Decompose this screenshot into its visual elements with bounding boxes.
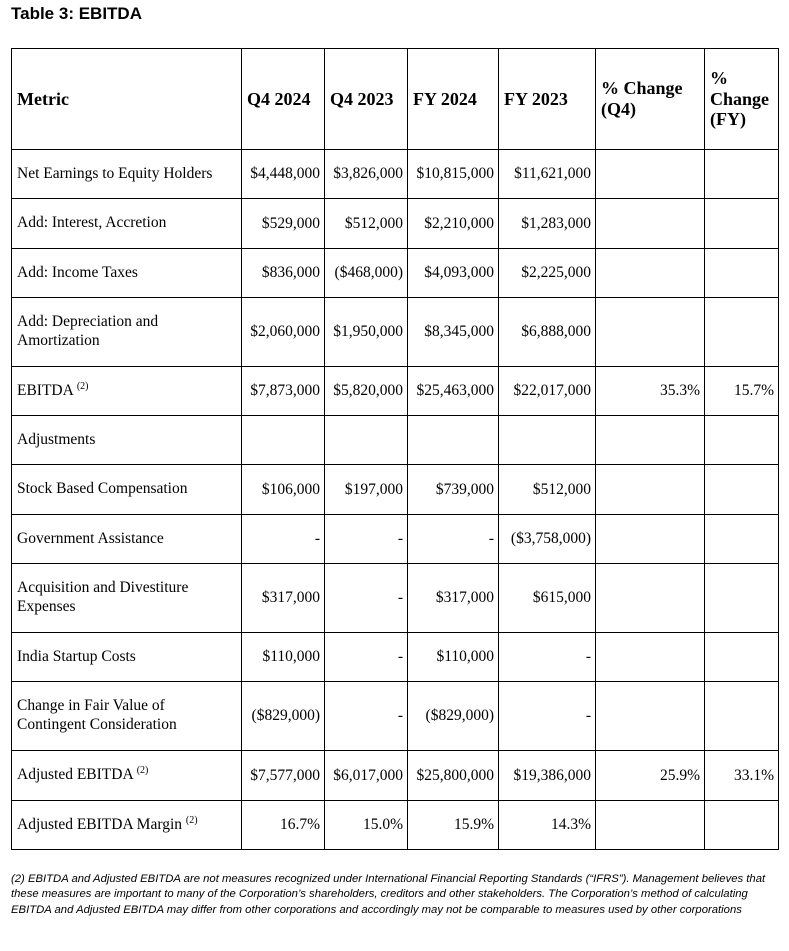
- value-cell: [705, 515, 779, 564]
- value-cell: [705, 150, 779, 199]
- value-cell: ($3,758,000): [499, 515, 596, 564]
- table-row: [12, 367, 779, 416]
- value-cell: [705, 199, 779, 249]
- table-row: [12, 515, 779, 564]
- metric-label: Adjusted EBITDA: [17, 766, 133, 784]
- metric-label: Add: Interest, Accretion: [17, 214, 167, 232]
- header-change-q4: % Change (Q4): [596, 49, 705, 150]
- value-cell: ($829,000): [242, 682, 325, 751]
- value-cell: ($829,000): [408, 682, 499, 751]
- value-cell: 35.3%: [596, 367, 705, 416]
- value-cell: $19,386,000: [499, 751, 596, 801]
- value-cell: 14.3%: [499, 801, 596, 850]
- value-cell: [499, 416, 596, 465]
- value-cell: -: [499, 682, 596, 751]
- table-title: Table 3: EBITDA: [11, 4, 142, 23]
- metric-label: Stock Based Compensation: [17, 480, 188, 498]
- value-cell: [596, 249, 705, 298]
- value-cell: $2,225,000: [499, 249, 596, 298]
- header-fy-2024: FY 2024: [408, 49, 499, 150]
- value-cell: $25,463,000: [408, 367, 499, 416]
- value-cell: [242, 416, 325, 465]
- value-cell: -: [325, 564, 408, 633]
- table-body: [12, 150, 779, 850]
- footnote-marker: (2): [185, 814, 198, 826]
- value-cell: [596, 465, 705, 515]
- value-cell: $25,800,000: [408, 751, 499, 801]
- value-cell: 15.0%: [325, 801, 408, 850]
- header-change-fy: % Change (FY): [705, 49, 779, 150]
- metric-cell: [12, 801, 242, 850]
- metric-label: Adjustments: [17, 430, 96, 448]
- value-cell: -: [242, 515, 325, 564]
- value-cell: [705, 801, 779, 850]
- value-cell: $11,621,000: [499, 150, 596, 199]
- metric-cell: [12, 515, 242, 564]
- value-cell: [705, 564, 779, 633]
- table-row: [12, 801, 779, 850]
- metric-label: Change in Fair Value of Contingent Consideration: [17, 697, 177, 733]
- value-cell: [596, 633, 705, 682]
- value-cell: [596, 515, 705, 564]
- value-cell: [596, 298, 705, 367]
- metric-cell: [12, 633, 242, 682]
- header-metric: Metric: [12, 49, 242, 150]
- value-cell: [705, 298, 779, 367]
- value-cell: $6,888,000: [499, 298, 596, 367]
- value-cell: [596, 150, 705, 199]
- value-cell: $739,000: [408, 465, 499, 515]
- value-cell: -: [408, 515, 499, 564]
- metric-cell: [12, 751, 242, 801]
- value-cell: [408, 416, 499, 465]
- value-cell: 16.7%: [242, 801, 325, 850]
- value-cell: $110,000: [408, 633, 499, 682]
- value-cell: [596, 564, 705, 633]
- value-cell: [596, 682, 705, 751]
- value-cell: 15.7%: [705, 367, 779, 416]
- table-row: [12, 564, 779, 633]
- value-cell: $3,826,000: [325, 150, 408, 199]
- table-row: [12, 199, 779, 249]
- value-cell: $6,017,000: [325, 751, 408, 801]
- value-cell: $4,093,000: [408, 249, 499, 298]
- table-row: [12, 416, 779, 465]
- metric-cell: [12, 298, 242, 367]
- value-cell: $4,448,000: [242, 150, 325, 199]
- value-cell: $5,820,000: [325, 367, 408, 416]
- metric-label: EBITDA: [17, 381, 73, 399]
- table-row: [12, 633, 779, 682]
- value-cell: -: [325, 682, 408, 751]
- metric-cell: [12, 249, 242, 298]
- value-cell: [596, 801, 705, 850]
- value-cell: $512,000: [499, 465, 596, 515]
- header-q4-2023: Q4 2023: [325, 49, 408, 150]
- table-row: [12, 682, 779, 751]
- table-row: [12, 298, 779, 367]
- value-cell: 33.1%: [705, 751, 779, 801]
- value-cell: [596, 416, 705, 465]
- value-cell: $8,345,000: [408, 298, 499, 367]
- value-cell: $110,000: [242, 633, 325, 682]
- value-cell: [705, 249, 779, 298]
- value-cell: -: [325, 633, 408, 682]
- metric-label: Government Assistance: [17, 529, 164, 547]
- metric-label: Net Earnings to Equity Holders: [17, 164, 213, 182]
- value-cell: -: [325, 515, 408, 564]
- value-cell: $7,873,000: [242, 367, 325, 416]
- table-row: [12, 249, 779, 298]
- value-cell: $529,000: [242, 199, 325, 249]
- metric-label: Adjusted EBITDA Margin: [17, 815, 183, 833]
- metric-label: Add: Income Taxes: [17, 263, 138, 281]
- table-row: [12, 751, 779, 801]
- value-cell: $2,210,000: [408, 199, 499, 249]
- footnote-marker: (2): [136, 765, 149, 777]
- value-cell: $2,060,000: [242, 298, 325, 367]
- metric-label: Add: Depreciation and Amortization: [17, 313, 159, 349]
- value-cell: 25.9%: [596, 751, 705, 801]
- value-cell: $615,000: [499, 564, 596, 633]
- value-cell: -: [499, 633, 596, 682]
- value-cell: $197,000: [325, 465, 408, 515]
- value-cell: $10,815,000: [408, 150, 499, 199]
- metric-cell: [12, 367, 242, 416]
- footnote-marker: (2): [76, 380, 89, 392]
- value-cell: [705, 465, 779, 515]
- value-cell: 15.9%: [408, 801, 499, 850]
- value-cell: $1,950,000: [325, 298, 408, 367]
- value-cell: $317,000: [408, 564, 499, 633]
- metric-cell: [12, 199, 242, 249]
- value-cell: ($468,000): [325, 249, 408, 298]
- table-row: [12, 150, 779, 199]
- value-cell: [705, 682, 779, 751]
- metric-label: Acquisition and Divestiture Expenses: [17, 579, 189, 615]
- header-q4-2024: Q4 2024: [242, 49, 325, 150]
- metric-cell: [12, 150, 242, 199]
- table-row: [12, 465, 779, 515]
- value-cell: [705, 416, 779, 465]
- metric-cell: [12, 416, 242, 465]
- metric-cell: [12, 682, 242, 751]
- metric-cell: [12, 564, 242, 633]
- metric-label: India Startup Costs: [17, 647, 136, 665]
- value-cell: $836,000: [242, 249, 325, 298]
- value-cell: [325, 416, 408, 465]
- value-cell: [596, 199, 705, 249]
- value-cell: $106,000: [242, 465, 325, 515]
- header-row: [12, 49, 779, 150]
- value-cell: $1,283,000: [499, 199, 596, 249]
- value-cell: $317,000: [242, 564, 325, 633]
- header-fy-2023: FY 2023: [499, 49, 596, 150]
- value-cell: [705, 633, 779, 682]
- value-cell: $512,000: [325, 199, 408, 249]
- metric-cell: [12, 465, 242, 515]
- value-cell: $7,577,000: [242, 751, 325, 801]
- ebitda-table: [11, 48, 779, 850]
- value-cell: $22,017,000: [499, 367, 596, 416]
- footnote: (2) EBITDA and Adjusted EBITDA are not measures recognized under International Financial Reporting Standards (“IFRS”). Management believes that these measures are important to many of the Corporation’s shareholders, creditors and other stakeholders. The Corporation’s method of calculating EBITDA and Adjusted EBITDA may differ from other corporations and accordingly may not be comparable to measures used by other corporations: [11, 873, 766, 916]
